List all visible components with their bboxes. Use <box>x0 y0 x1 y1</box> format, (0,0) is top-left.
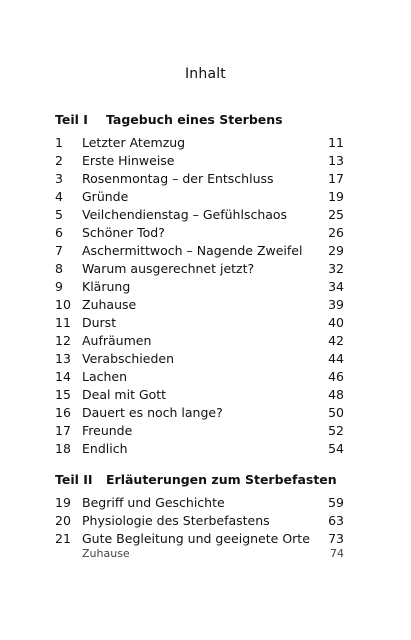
entry-page: 39 <box>328 297 344 312</box>
toc-entry <box>55 332 344 350</box>
entry-title: Rosenmontag – der Entschluss <box>82 171 274 186</box>
part-1-heading <box>55 112 283 127</box>
entry-page: 26 <box>328 225 344 240</box>
entry-page: 25 <box>328 207 344 222</box>
entry-number: 2 <box>55 153 63 168</box>
toc-entry <box>55 314 344 332</box>
entry-title: Freunde <box>82 423 133 438</box>
page-title: Inhalt <box>184 66 227 82</box>
entry-title: Deal mit Gott <box>82 387 167 402</box>
entry-number: 17 <box>55 423 71 438</box>
toc-entry <box>55 152 344 170</box>
entry-page: 13 <box>328 153 344 168</box>
toc-entry <box>55 512 344 530</box>
entry-number: 1 <box>55 135 63 150</box>
entry-title: Lachen <box>82 369 128 384</box>
entry-page: 11 <box>328 135 344 150</box>
part-1-title: Tagebuch eines Sterbens <box>106 112 283 127</box>
toc-entry <box>55 134 344 152</box>
entry-number: 7 <box>55 243 63 258</box>
toc-entry <box>55 260 344 278</box>
toc-entry <box>55 206 344 224</box>
entry-title: Letzter Atemzug <box>82 135 186 150</box>
entry-title: Verabschieden <box>82 351 175 366</box>
entry-page: 52 <box>328 423 344 438</box>
entry-number: 21 <box>55 531 71 546</box>
entry-title: Physiologie des Sterbefastens <box>82 513 270 528</box>
entry-number: 9 <box>55 279 63 294</box>
entry-title: Erste Hinweise <box>82 153 175 168</box>
entry-number: 5 <box>55 207 63 222</box>
entry-title: Klärung <box>82 279 131 294</box>
entry-page: 19 <box>328 189 344 204</box>
entry-page: 44 <box>328 351 344 366</box>
entry-page: 48 <box>328 387 344 402</box>
toc-entry <box>55 170 344 188</box>
toc-entry <box>55 224 344 242</box>
subentry-page: 74 <box>330 547 344 560</box>
entry-number: 3 <box>55 171 63 186</box>
part-1-number: Teil I <box>55 112 88 127</box>
entry-title: Schöner Tod? <box>82 225 165 240</box>
toc-entry <box>55 404 344 422</box>
entry-title: Durst <box>82 315 117 330</box>
entry-title: Veilchendienstag – Gefühlschaos <box>82 207 288 222</box>
entry-number: 20 <box>55 513 71 528</box>
part-2-number: Teil II <box>55 472 93 487</box>
toc-subentry <box>82 547 344 561</box>
entry-page: 50 <box>328 405 344 420</box>
part-2-title: Erläuterungen zum Sterbefasten <box>106 472 337 487</box>
entry-title: Aschermittwoch – Nagende Zweifel <box>82 243 303 258</box>
subentry-title: Zuhause <box>82 547 130 560</box>
entry-page: 42 <box>328 333 344 348</box>
entry-number: 13 <box>55 351 71 366</box>
entry-title: Endlich <box>82 441 128 456</box>
entry-page: 73 <box>328 531 344 546</box>
entry-number: 18 <box>55 441 71 456</box>
entry-number: 6 <box>55 225 63 240</box>
entry-number: 10 <box>55 297 71 312</box>
toc-entry <box>55 350 344 368</box>
entry-page: 59 <box>328 495 344 510</box>
entry-title: Zuhause <box>82 297 137 312</box>
toc-entry <box>55 368 344 386</box>
toc-entry <box>55 440 344 458</box>
entry-number: 11 <box>55 315 71 330</box>
entry-number: 4 <box>55 189 63 204</box>
toc-entry <box>55 188 344 206</box>
entry-number: 16 <box>55 405 71 420</box>
entry-page: 63 <box>328 513 344 528</box>
entry-title: Begriff und Geschichte <box>82 495 225 510</box>
part-2-heading <box>55 472 337 487</box>
entry-page: 46 <box>328 369 344 384</box>
entry-page: 17 <box>328 171 344 186</box>
toc-entry <box>55 422 344 440</box>
entry-title: Gründe <box>82 189 129 204</box>
entry-title: Aufräumen <box>82 333 152 348</box>
toc-entry <box>55 494 344 512</box>
entry-page: 34 <box>328 279 344 294</box>
entry-page: 54 <box>328 441 344 456</box>
entry-page: 29 <box>328 243 344 258</box>
entry-title: Warum ausgerechnet jetzt? <box>82 261 255 276</box>
entry-number: 15 <box>55 387 71 402</box>
toc-entry <box>55 278 344 296</box>
entry-page: 32 <box>328 261 344 276</box>
toc-entry <box>55 242 344 260</box>
entry-number: 12 <box>55 333 71 348</box>
entry-page: 40 <box>328 315 344 330</box>
entry-number: 19 <box>55 495 71 510</box>
entry-number: 14 <box>55 369 71 384</box>
toc-entry <box>55 530 344 548</box>
toc-entry <box>55 296 344 314</box>
entry-title: Gute Begleitung und geeignete Orte <box>82 531 310 546</box>
toc-entry <box>55 386 344 404</box>
entry-title: Dauert es noch lange? <box>82 405 223 420</box>
entry-number: 8 <box>55 261 63 276</box>
